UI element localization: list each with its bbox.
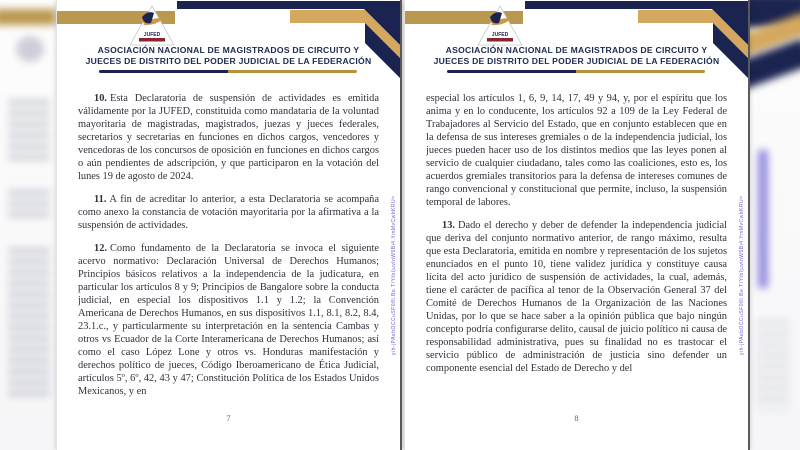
blurred-gold-band — [0, 9, 56, 25]
jufed-logo-icon — [129, 5, 175, 47]
svg-text:JUFED: JUFED — [143, 32, 161, 38]
org-title-line2: JUECES DE DISTRITO DEL PODER JUDICIAL DE LA FEDERACIÓN — [433, 56, 720, 66]
paragraph-13 — [426, 219, 727, 375]
paragraph-12-continuation — [426, 92, 727, 209]
org-title — [415, 45, 738, 67]
paragraph-12 — [78, 242, 379, 398]
svg-text:JUFED: JUFED — [491, 32, 509, 38]
paragraph-10 — [78, 92, 379, 183]
paragraph-text: Como fundamento de la Declaratoria se invoca el siguiente acervo normativo: Declaración Universal de Derechos Humanos; Principios básicos relativos a la independencia de la judicatura, en particular los artículos 8 y 9; Principios de Bangalore sobre la conducta judicial, en especial los dispositivos 1.1 y 1.2; la Convención Americana de Derechos Humanos, en sus dispositivos 1.1, 8.1, 8.2, 8.4, 23.1.c., y particularmente su interpretación en la sentencia Cambas y otros vs Ecuador de la Corte Interamericana de Derechos Humanos; así como el caso López Lone y otros vs. Honduras manifestación y derechos político de jueces, Código Iberoamericano de Ética Judicial, artículos 5º, 6º, 42, 43 y 47; Constitución Política de los Estados Unidos Mexicanos, y en — [78, 243, 379, 397]
paragraph-number: 10. — [94, 93, 107, 104]
blurred-background-left — [0, 0, 56, 450]
title-divider — [447, 70, 705, 73]
document-page-8 — [404, 0, 750, 450]
org-title-line2: JUECES DE DISTRITO DEL PODER JUDICIAL DE LA FEDERACIÓN — [85, 56, 372, 66]
paragraph-number: 11. — [94, 194, 107, 205]
page-body — [78, 92, 379, 414]
page-body — [426, 92, 727, 414]
blurred-background-right — [746, 0, 800, 450]
digital-signature-code: yih-jPAebOCCuSF08I.Be.T/YtbIjuvlnW5Bi4.YmMvCwbKRU= — [739, 195, 745, 355]
paragraph-text: Dado el derecho y deber de defender la independencia judicial que deriva del conjunto normativo anterior, de rango máximo, resulta que esta Declaratoria, emitida en nombre y representación de los sujetos enunciados en el punto 10, tiene validez jurídica y constituye causa lícita del acto jurídico de suspensión de actividades, la cual, además, tiene el carácter de pacífica al tenor de la Observación General 37 del Comité de Derechos Humanos de la Organización de las Naciones Unidas, por lo que se hace saber a la opinión pública que bajo ningún concepto podría configurarse delito, causal de juicio político ni causa de responsabilidad administrativa, pues su finalidad no es trastocar el servicio público de administración de justicia sino defender un componente esencial del Estado de Derecho y del — [426, 220, 727, 374]
jufed-logo-icon — [477, 5, 523, 47]
blurred-text-lines — [756, 320, 790, 410]
page-number: 8 — [574, 413, 579, 423]
document-page-7 — [56, 0, 402, 450]
paragraph-text: A fin de acreditar lo anterior, a esta Declaratoria se acompaña como anexo la constancia de votación mayoritaria por la afirmativa a la suspensión de actividades. — [78, 194, 379, 231]
blurred-text-lines — [8, 100, 50, 160]
digital-signature-code: yih-jPAebOCCuSF08I.Be.T/YtbIjuvlnW5Bi4.YmMvCwbKRU= — [391, 195, 397, 355]
blurred-text-lines — [8, 190, 50, 220]
title-divider — [99, 70, 357, 73]
org-title-line1: ASOCIACIÓN NACIONAL DE MAGISTRADOS DE CIRCUITO Y — [445, 45, 708, 55]
paragraph-11 — [78, 193, 379, 232]
paragraph-number: 12. — [94, 243, 107, 254]
blurred-signature-streak — [758, 150, 768, 288]
paragraph-number: 13. — [442, 220, 455, 231]
blurred-logo-blob — [16, 36, 44, 62]
paragraph-text: Esta Declaratoria de suspensión de actividades es emitida válidamente por la JUFED, constituida como mandataria de la voluntad mayoritaria de magistradas, magistrados, juezas y jueces federales, secretarios y secretarias en funciones en dichos cargos, vencedores y vencedoras de los concursos de oposición en funciones en dichos cargos o aún pendientes de adscripción, y que participaron en la votación del lunes 19 de agosto de 2024. — [78, 93, 379, 182]
org-title — [67, 45, 390, 67]
blurred-text-lines — [8, 248, 50, 398]
org-title-line1: ASOCIACIÓN NACIONAL DE MAGISTRADOS DE CIRCUITO Y — [97, 45, 360, 55]
page-number: 7 — [226, 413, 231, 423]
paragraph-text: especial los artículos 1, 6, 9, 14, 17, 49 y 94, y, por el espíritu que los anima y en lo conducente, los artículos 92 a 109 de la Ley Federal de Trabajadores al Servicio del Estado, que en conjunto establecen que en la defensa de sus intereses gremiales o de la independencia judicial, los jueces pueden hacer uso de los distintos medios que las leyes ponen al servicio de cualquier ciudadano, tales como las coaliciones, esto es, los acuerdos gremiales transitorios para la defensa de intereses comunes de rango convencional y constitucional que permite, incluso, la suspensión temporal de labores. — [426, 93, 727, 208]
